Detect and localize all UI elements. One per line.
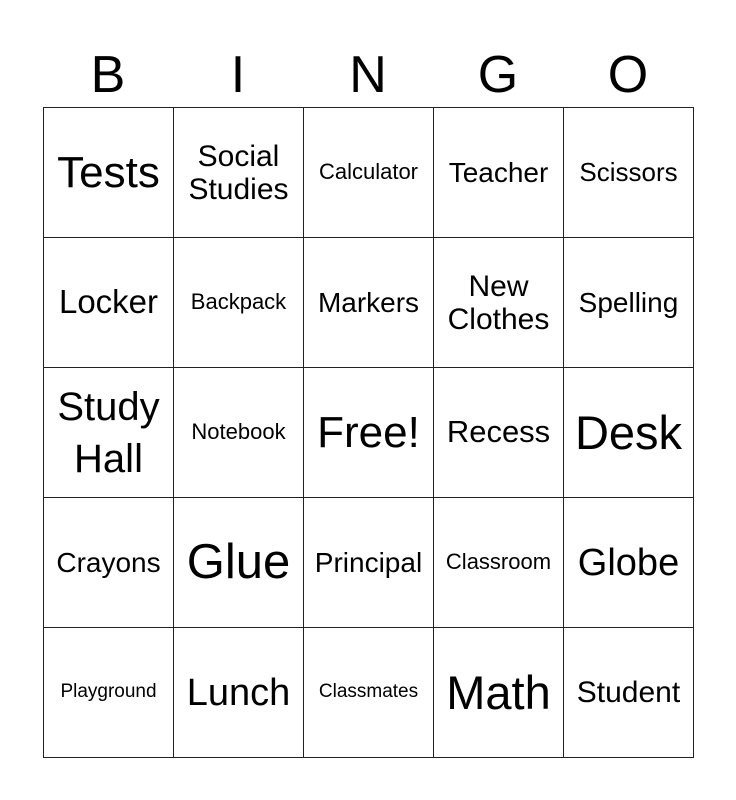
cell-label: Classroom	[445, 549, 552, 575]
bingo-cell[interactable]	[44, 108, 174, 238]
cell-label: Free!	[317, 407, 420, 457]
bingo-cell[interactable]	[564, 108, 694, 238]
cell-label: Desk	[574, 406, 683, 459]
cell-label: Tests	[57, 147, 160, 197]
cell-label: Globe	[577, 541, 680, 584]
bingo-cell[interactable]	[304, 628, 434, 758]
bingo-board	[43, 107, 694, 758]
cell-label: Social Studies	[188, 139, 289, 206]
cell-label: Teacher	[448, 156, 549, 188]
cell-label: Math	[446, 666, 551, 719]
bingo-cell[interactable]	[44, 238, 174, 368]
cell-label: Recess	[446, 414, 551, 450]
cell-label: New Clothes	[447, 269, 550, 336]
cell-label: Calculator	[318, 159, 419, 185]
header-letter-b: B	[90, 46, 126, 104]
cell-label: Backpack	[190, 289, 287, 315]
bingo-cell[interactable]	[304, 368, 434, 498]
bingo-cell[interactable]	[174, 238, 304, 368]
bingo-header	[43, 44, 693, 106]
bingo-cell[interactable]	[44, 368, 174, 498]
bingo-cell[interactable]	[434, 498, 564, 628]
bingo-cell[interactable]	[304, 108, 434, 238]
bingo-cell[interactable]	[174, 368, 304, 498]
header-letter-g: G	[477, 46, 519, 104]
cell-label: Markers	[317, 286, 420, 318]
bingo-cell[interactable]	[44, 628, 174, 758]
bingo-cell[interactable]	[564, 368, 694, 498]
bingo-cell[interactable]	[304, 498, 434, 628]
cell-label: Lunch	[186, 671, 291, 714]
cell-label: Crayons	[56, 546, 161, 578]
cell-label: Principal	[314, 546, 423, 578]
cell-label: Study Hall	[57, 384, 160, 481]
bingo-cell[interactable]	[434, 628, 564, 758]
cell-label: Playground	[60, 681, 157, 703]
bingo-cell[interactable]	[434, 368, 564, 498]
bingo-cell[interactable]	[44, 498, 174, 628]
cell-label: Scissors	[579, 156, 678, 187]
bingo-cell[interactable]	[304, 238, 434, 368]
bingo-cell[interactable]	[564, 628, 694, 758]
header-letter-i: I	[230, 46, 246, 104]
cell-label: Locker	[58, 283, 159, 321]
bingo-cell[interactable]	[174, 108, 304, 238]
bingo-cell[interactable]	[174, 628, 304, 758]
bingo-cell[interactable]	[434, 238, 564, 368]
cell-label: Notebook	[191, 419, 286, 445]
cell-label: Classmates	[318, 681, 419, 703]
bingo-cell[interactable]	[564, 238, 694, 368]
header-letter-n: N	[349, 46, 387, 104]
cell-label: Student	[576, 676, 681, 709]
bingo-cell[interactable]	[174, 498, 304, 628]
bingo-cell[interactable]	[434, 108, 564, 238]
cell-label: Spelling	[578, 286, 679, 318]
header-letter-o: O	[607, 46, 649, 104]
bingo-cell[interactable]	[564, 498, 694, 628]
cell-label: Glue	[186, 535, 291, 589]
